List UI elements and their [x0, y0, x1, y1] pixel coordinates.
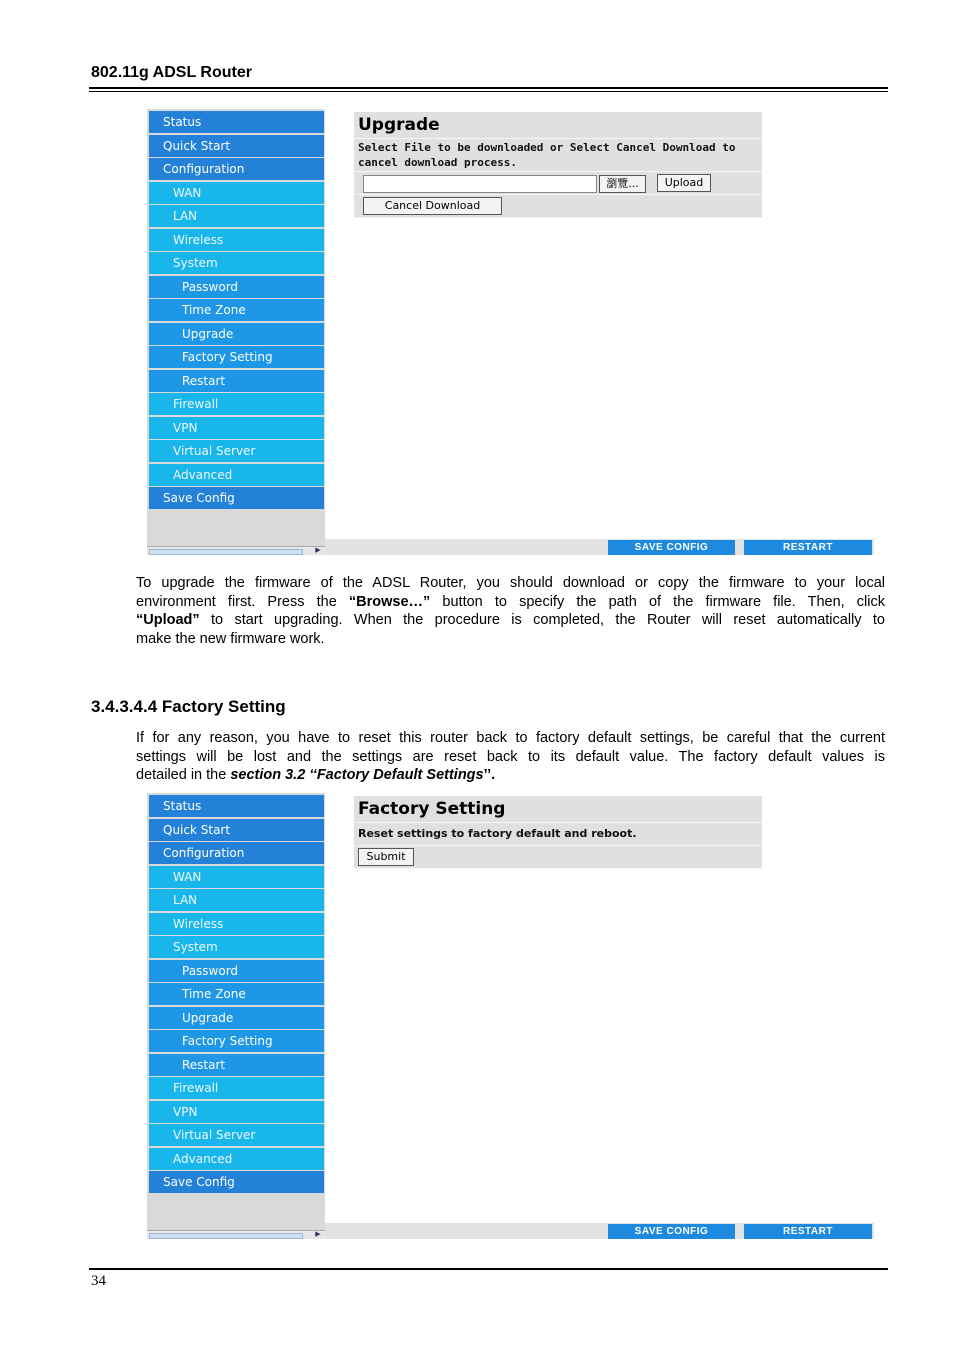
sidebar-item-quick-start[interactable]: Quick Start: [149, 135, 324, 157]
panel-description: Select File to be downloaded or Select Cancel Download to cancel download process.: [354, 139, 762, 172]
sidebar-item-save-config[interactable]: Save Config: [149, 1171, 324, 1193]
sidebar-item-virtual-server[interactable]: Virtual Server: [149, 440, 324, 462]
page-header-title: 802.11g ADSL Router: [91, 64, 252, 81]
sidebar-item-system[interactable]: System: [149, 936, 324, 958]
upgrade-paragraph: To upgrade the firmware of the ADSL Router, you should download or copy the firmware to your local environment first. Press the “Browse…” button to specify the path of the firmware file. Then, click “Upload” to start upgrading. When the procedure is completed, the Router will reset automatically to make the new firmware work.: [136, 575, 885, 647]
sidebar-item-wireless[interactable]: Wireless: [149, 229, 324, 251]
sidebar-item-firewall[interactable]: Firewall: [149, 393, 324, 415]
bottom-bar: [325, 539, 874, 555]
sidebar-item-restart[interactable]: Restart: [149, 1054, 324, 1076]
sidebar-item-password[interactable]: Password: [149, 276, 324, 298]
sidebar-item-password[interactable]: Password: [149, 960, 324, 982]
sidebar-item-time-zone[interactable]: Time Zone: [149, 983, 324, 1005]
upgrade-panel: [354, 112, 762, 218]
sidebar-item-virtual-server[interactable]: Virtual Server: [149, 1124, 324, 1146]
sidebar-item-vpn[interactable]: VPN: [149, 417, 324, 439]
factory-paragraph: If for any reason, you have to reset this router back to factory default settings, be careful that the current settings will be lost and the settings are reset back to its default value. The factory default values is detailed in the section 3.2 ‘‘Factory Default Settings’’.: [136, 730, 885, 783]
sidebar-item-factory-setting[interactable]: Factory Setting: [149, 346, 324, 368]
sidebar-item-advanced[interactable]: Advanced: [149, 1148, 324, 1170]
sidebar-item-advanced[interactable]: Advanced: [149, 464, 324, 486]
panel-description: Reset settings to factory default and reboot.: [354, 823, 762, 846]
sidebar-item-quick-start[interactable]: Quick Start: [149, 819, 324, 841]
save-config-button[interactable]: SAVE CONFIG: [608, 540, 735, 555]
sidebar-item-wan[interactable]: WAN: [149, 866, 324, 888]
upload-button[interactable]: Upload: [657, 174, 711, 192]
factory-setting-screenshot: [147, 793, 874, 1239]
cancel-download-button[interactable]: Cancel Download: [363, 197, 502, 215]
restart-button[interactable]: RESTART: [744, 540, 872, 555]
scroll-arrow-icon[interactable]: ▶: [315, 547, 321, 554]
submit-button[interactable]: Submit: [358, 848, 414, 866]
sidebar-item-vpn[interactable]: VPN: [149, 1101, 324, 1123]
bottom-bar: [325, 1223, 874, 1239]
save-config-button[interactable]: SAVE CONFIG: [608, 1224, 735, 1239]
sidebar-item-restart[interactable]: Restart: [149, 370, 324, 392]
page-number: 34: [91, 1273, 106, 1289]
browse-button[interactable]: 瀏覽...: [599, 175, 646, 193]
sidebar-item-upgrade[interactable]: Upgrade: [149, 1007, 324, 1029]
sidebar-menu: [149, 111, 324, 511]
scroll-arrow-icon[interactable]: ▶: [315, 1231, 321, 1238]
content-area: [325, 109, 874, 539]
sidebar-scrollbar[interactable]: [147, 546, 325, 555]
sidebar-item-status[interactable]: Status: [149, 111, 324, 133]
panel-title: Factory Setting: [354, 796, 762, 823]
sidebar-item-configuration[interactable]: Configuration: [149, 158, 324, 180]
sidebar-item-time-zone[interactable]: Time Zone: [149, 299, 324, 321]
section-heading: 3.4.3.4.4 Factory Setting: [91, 697, 286, 716]
sidebar: [147, 109, 325, 555]
file-path-input[interactable]: [363, 175, 597, 193]
sidebar-item-lan[interactable]: LAN: [149, 889, 324, 911]
sidebar-item-wireless[interactable]: Wireless: [149, 913, 324, 935]
sidebar-item-lan[interactable]: LAN: [149, 205, 324, 227]
sidebar-item-configuration[interactable]: Configuration: [149, 842, 324, 864]
sidebar-item-firewall[interactable]: Firewall: [149, 1077, 324, 1099]
header-rule-thick: [89, 87, 888, 89]
panel-title: Upgrade: [354, 112, 762, 139]
factory-setting-panel: [354, 796, 762, 869]
sidebar-item-factory-setting[interactable]: Factory Setting: [149, 1030, 324, 1052]
sidebar-item-save-config[interactable]: Save Config: [149, 487, 324, 509]
sidebar: [147, 793, 325, 1239]
content-area: [325, 793, 874, 1223]
sidebar-scrollbar[interactable]: [147, 1230, 325, 1239]
sidebar-menu: [149, 795, 324, 1195]
footer-rule: [89, 1268, 888, 1270]
sidebar-item-status[interactable]: Status: [149, 795, 324, 817]
upgrade-screenshot: [147, 109, 874, 555]
sidebar-item-wan[interactable]: WAN: [149, 182, 324, 204]
sidebar-item-system[interactable]: System: [149, 252, 324, 274]
header-rule-thin: [89, 91, 888, 92]
restart-button[interactable]: RESTART: [744, 1224, 872, 1239]
sidebar-item-upgrade[interactable]: Upgrade: [149, 323, 324, 345]
